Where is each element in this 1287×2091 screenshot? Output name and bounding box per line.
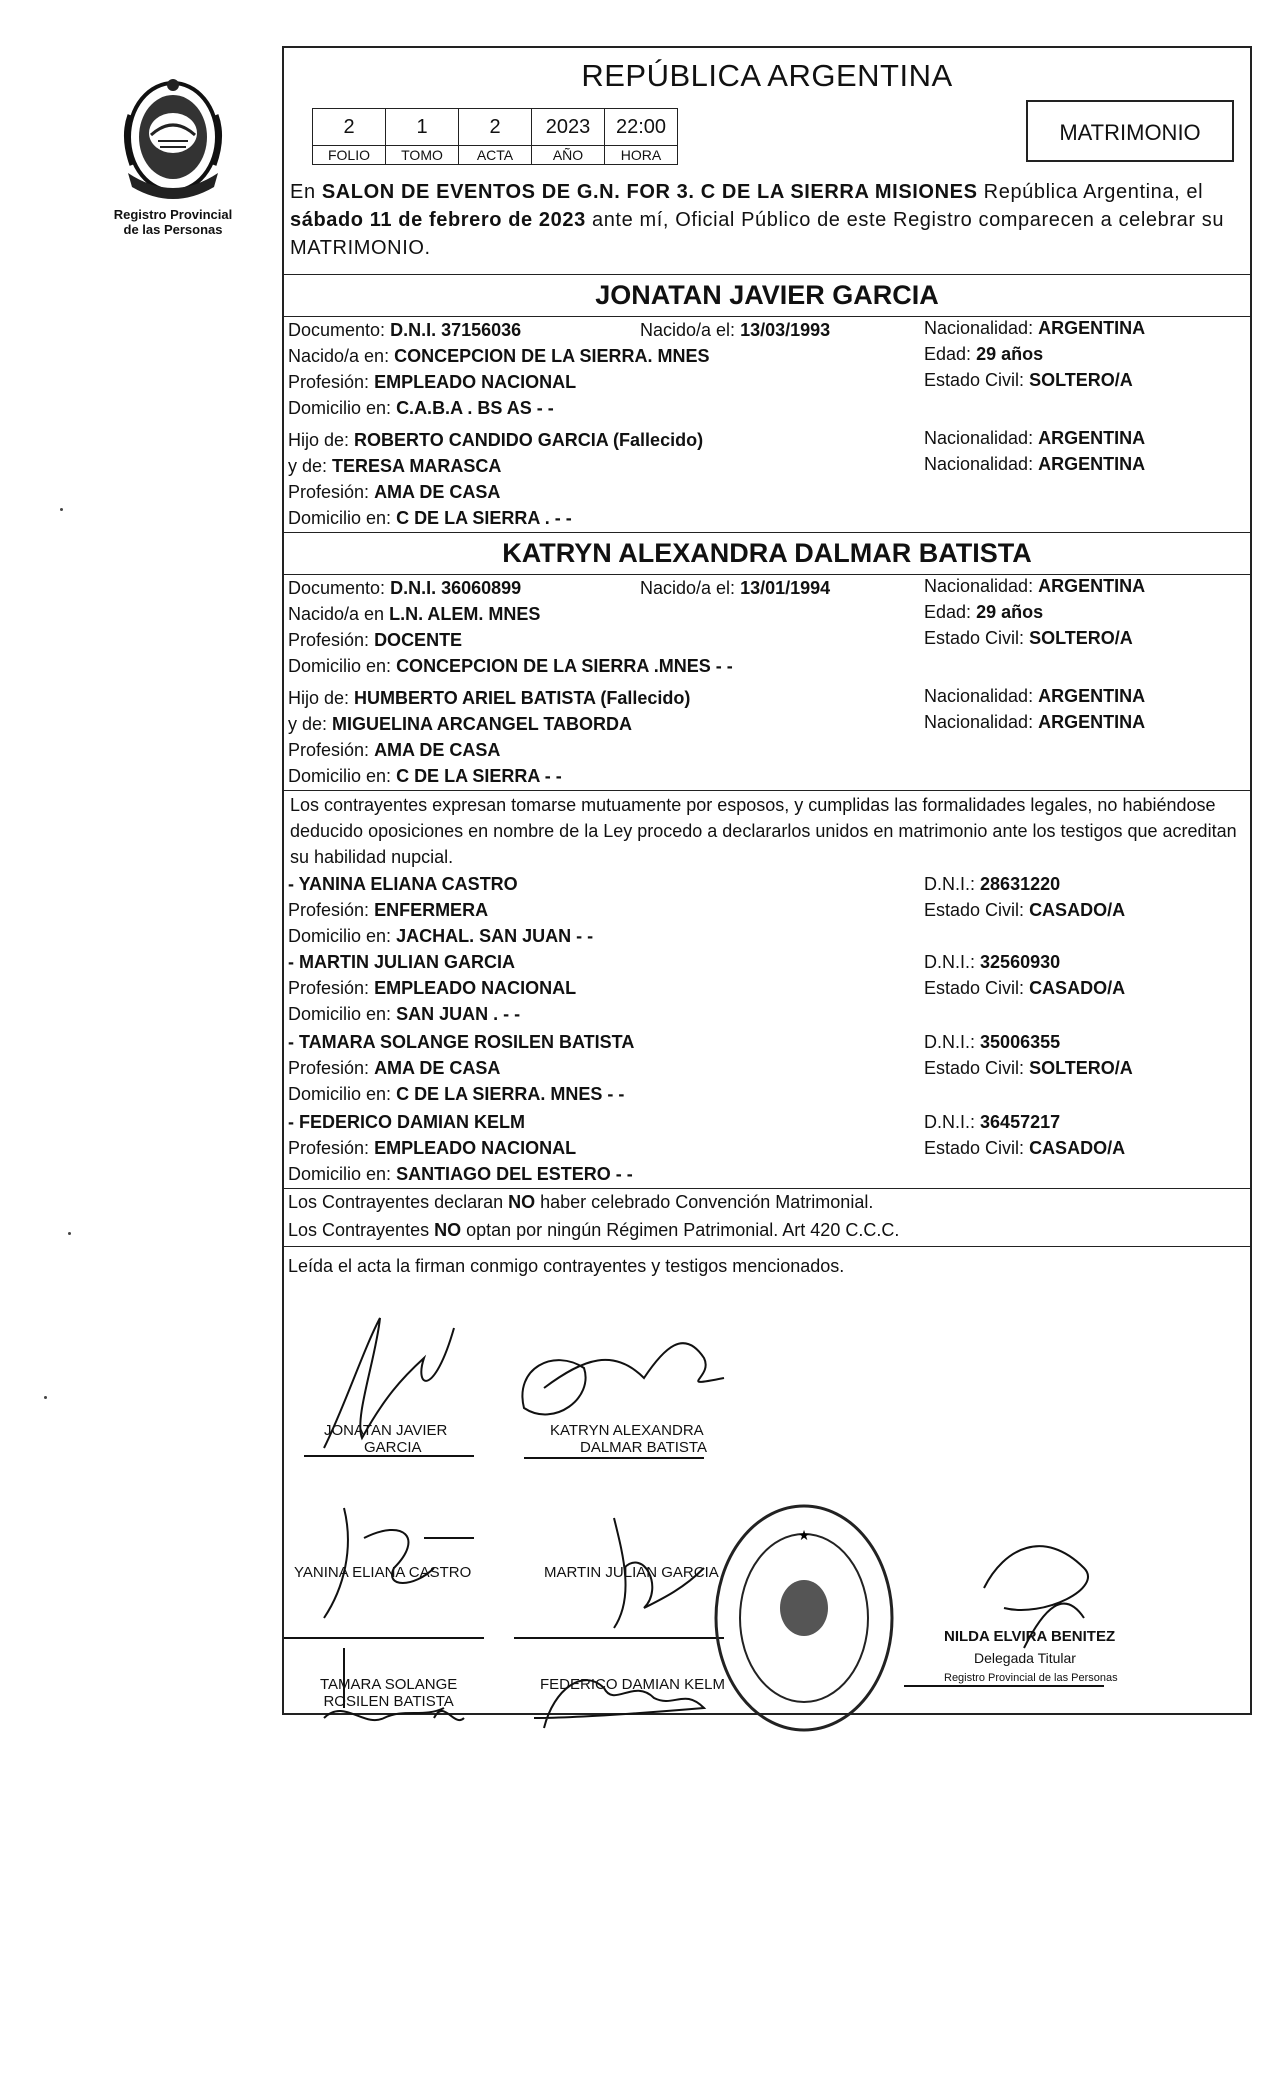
label: Profesión:	[288, 740, 370, 760]
line2: DALMAR BATISTA	[580, 1439, 707, 1456]
spouse1-mother	[288, 456, 501, 477]
acta-label: ACTA	[459, 146, 532, 165]
signatures-area	[284, 1288, 1254, 1708]
value: 13/01/1994	[740, 578, 831, 598]
signature-label-witness4: FEDERICO DAMIAN KELM	[540, 1676, 726, 1693]
spouse2-civil-status	[924, 628, 1133, 649]
label: D.N.I.:	[924, 1032, 976, 1052]
label: Domicilio en:	[288, 1164, 392, 1184]
value: SOLTERO/A	[1029, 1058, 1133, 1078]
label: Domicilio en:	[288, 766, 392, 786]
value: JACHAL. SAN JUAN - -	[396, 926, 594, 946]
line1: KATRYN ALEXANDRA	[550, 1422, 704, 1439]
spouse2-section	[284, 532, 1250, 533]
witness1-civil-status	[924, 900, 1125, 921]
label: Profesión:	[288, 630, 370, 650]
record-type-box: MATRIMONIO	[1026, 100, 1234, 162]
spouse1-name: JONATAN JAVIER GARCIA	[595, 280, 939, 310]
value: EMPLEADO NACIONAL	[374, 372, 577, 392]
value: D.N.I. 36060899	[390, 578, 522, 598]
value: EMPLEADO NACIONAL	[374, 1138, 577, 1158]
label: Estado Civil:	[924, 978, 1025, 998]
label: Nacionalidad:	[924, 454, 1034, 474]
label: Nacionalidad:	[924, 318, 1034, 338]
spouse2-document	[288, 578, 521, 599]
witness3-name	[288, 1032, 634, 1053]
divider	[284, 1246, 1250, 1247]
value: ARGENTINA	[1038, 428, 1146, 448]
spouse1-birthdate	[640, 320, 830, 341]
value: AMA DE CASA	[374, 482, 501, 502]
logo-caption-line2: de las Personas	[123, 222, 223, 237]
spouse2-father-nationality	[924, 686, 1145, 707]
label: Documento:	[288, 578, 386, 598]
line2: ROSILEN BATISTA	[323, 1693, 454, 1710]
witness1-profession	[288, 900, 488, 921]
label: Hijo de:	[288, 688, 350, 708]
label: Profesión:	[288, 1058, 370, 1078]
convention-statement	[288, 1192, 873, 1213]
value: 28631220	[980, 874, 1061, 894]
acta-value: 2	[459, 109, 532, 146]
value: HUMBERTO ARIEL BATISTA (Fallecido)	[354, 688, 691, 708]
witness4-dni	[924, 1112, 1060, 1133]
spouse1-father-nationality	[924, 428, 1145, 449]
label: y de:	[288, 456, 328, 476]
anio-label: AÑO	[532, 146, 605, 165]
signature-label-witness2: MARTIN JULIAN GARCIA	[544, 1564, 719, 1581]
value: ARGENTINA	[1038, 454, 1146, 474]
value: 35006355	[980, 1032, 1061, 1052]
label: Domicilio en:	[288, 1004, 392, 1024]
scan-dot	[44, 1396, 47, 1399]
witness2-civil-status	[924, 978, 1125, 999]
witness3-address	[288, 1084, 624, 1105]
text: NO	[434, 1220, 462, 1240]
label: Domicilio en:	[288, 926, 392, 946]
value: SAN JUAN . - -	[396, 1004, 521, 1024]
official-title: Delegada Titular	[974, 1650, 1076, 1666]
spouse1-parents-address	[288, 508, 572, 529]
hora-label: HORA	[605, 146, 678, 165]
label: Estado Civil:	[924, 1058, 1025, 1078]
witness4-name	[288, 1112, 525, 1133]
label: Domicilio en:	[288, 1084, 392, 1104]
value: 36457217	[980, 1112, 1061, 1132]
value: 29 años	[976, 344, 1044, 364]
value: SOLTERO/A	[1029, 370, 1133, 390]
label: Profesión:	[288, 1138, 370, 1158]
intro-text-1: En	[290, 181, 322, 203]
witness1-dni	[924, 874, 1060, 895]
label: D.N.I.:	[924, 952, 976, 972]
label: D.N.I.:	[924, 874, 976, 894]
label: Estado Civil:	[924, 1138, 1025, 1158]
label: Nacido/a el:	[640, 320, 736, 340]
label: Hijo de:	[288, 430, 350, 450]
spouse1-section	[284, 274, 1250, 275]
witness4-profession	[288, 1138, 576, 1159]
registration-table	[312, 108, 678, 165]
spouse1-document	[288, 320, 521, 341]
witness3-profession	[288, 1058, 500, 1079]
value: DOCENTE	[374, 630, 463, 650]
spouse2-address	[288, 656, 733, 677]
line2: GARCIA	[364, 1439, 422, 1456]
witness2-profession	[288, 978, 576, 999]
text: haber celebrado Convención Matrimonial.	[535, 1192, 874, 1212]
spouse2-parents-address	[288, 766, 562, 787]
label: Profesión:	[288, 978, 370, 998]
witness1-address	[288, 926, 593, 947]
divider	[284, 790, 1250, 791]
witness3-civil-status	[924, 1058, 1133, 1079]
value: C DE LA SIERRA. MNES - -	[396, 1084, 625, 1104]
intro-text-3: ante mí, Oficial Público de este Registro comparecen a celebrar su MATRIMONIO.	[290, 209, 1225, 259]
spouse2-nationality	[924, 576, 1145, 597]
value: C.A.B.A . BS AS - -	[396, 398, 554, 418]
spouse2-mother	[288, 714, 632, 735]
value: - MARTIN JULIAN GARCIA	[288, 952, 515, 972]
official-seal-icon	[716, 1506, 892, 1730]
value: ARGENTINA	[1038, 686, 1146, 706]
spouse1-mother-profession	[288, 482, 500, 503]
label: Estado Civil:	[924, 900, 1025, 920]
value: - YANINA ELIANA CASTRO	[288, 874, 518, 894]
spouse2-profession	[288, 630, 462, 651]
value: CONCEPCION DE LA SIERRA. MNES	[394, 346, 710, 366]
value: SANTIAGO DEL ESTERO - -	[396, 1164, 633, 1184]
label: Estado Civil:	[924, 370, 1025, 390]
witness2-name	[288, 952, 515, 973]
document-title: REPÚBLICA ARGENTINA	[581, 58, 953, 93]
declaration-paragraph: Los contrayentes expresan tomarse mutuamente por esposos, y cumplidas las formalidades legales, no habiéndose deducido oposiciones en nombre de la Ley procedo a declararlos unidos en matrimonio ante los testigos que acreditan su habilidad nupcial.	[290, 795, 1237, 867]
official-name: NILDA ELVIRA BENITEZ	[944, 1628, 1116, 1645]
value: EMPLEADO NACIONAL	[374, 978, 577, 998]
label: y de:	[288, 714, 328, 734]
spouse1-nationality	[924, 318, 1145, 339]
value: C DE LA SIERRA . - -	[396, 508, 572, 528]
registry-logo	[108, 75, 238, 237]
spouse2-mother-nationality	[924, 712, 1145, 733]
svg-text:★: ★	[797, 1528, 811, 1544]
signature-label-witness1: YANINA ELIANA CASTRO	[294, 1564, 472, 1581]
spouse1-mother-nationality	[924, 454, 1145, 475]
ceremony-place: SALON DE EVENTOS DE G.N. FOR 3. C DE LA SIERRA MISIONES	[321, 181, 978, 203]
folio-value: 2	[313, 109, 386, 146]
label: Profesión:	[288, 900, 370, 920]
value: ARGENTINA	[1038, 576, 1146, 596]
official-organization: Registro Provincial de las Personas	[944, 1672, 1118, 1684]
line1: JONATAN JAVIER	[324, 1422, 448, 1439]
value: ENFERMERA	[374, 900, 489, 920]
ceremony-date: sábado 11 de febrero de 2023	[290, 209, 586, 231]
spouse2-birthplace	[288, 604, 540, 625]
label: Profesión:	[288, 372, 370, 392]
spouse1-address	[288, 398, 554, 419]
text: Los Contrayentes	[288, 1220, 435, 1240]
value: AMA DE CASA	[374, 740, 501, 760]
intro-paragraph	[290, 178, 1245, 262]
value: 29 años	[976, 602, 1044, 622]
value: CASADO/A	[1029, 900, 1126, 920]
value: D.N.I. 37156036	[390, 320, 522, 340]
label: Nacionalidad:	[924, 686, 1034, 706]
regime-statement	[288, 1220, 899, 1241]
value: TERESA MARASCA	[332, 456, 502, 476]
value: SOLTERO/A	[1029, 628, 1133, 648]
label: Nacionalidad:	[924, 576, 1034, 596]
value: - TAMARA SOLANGE ROSILEN BATISTA	[288, 1032, 635, 1052]
label: Documento:	[288, 320, 386, 340]
witness4-address	[288, 1164, 633, 1185]
label: Domicilio en:	[288, 656, 392, 676]
folio-label: FOLIO	[313, 146, 386, 165]
signature-label-spouse2	[550, 1422, 707, 1456]
value: C DE LA SIERRA - -	[396, 766, 562, 786]
label: Estado Civil:	[924, 628, 1025, 648]
spouse1-father	[288, 430, 703, 451]
label: Domicilio en:	[288, 508, 392, 528]
tomo-label: TOMO	[386, 146, 459, 165]
logo-caption-line1: Registro Provincial	[113, 207, 233, 222]
spouse1-profession	[288, 372, 576, 393]
label: Nacido/a en	[288, 604, 385, 624]
divider	[284, 1188, 1250, 1189]
divider	[284, 316, 1250, 317]
text: Los Contrayentes declaran	[288, 1192, 509, 1212]
tomo-value: 1	[386, 109, 459, 146]
spouse2-mother-profession	[288, 740, 500, 761]
witness4-civil-status	[924, 1138, 1125, 1159]
value: ROBERTO CANDIDO GARCIA (Fallecido)	[354, 430, 704, 450]
anio-value: 2023	[532, 109, 605, 146]
provincial-seal-icon	[118, 75, 228, 203]
scan-dot	[68, 1232, 71, 1235]
value: AMA DE CASA	[374, 1058, 501, 1078]
value: 13/03/1993	[740, 320, 831, 340]
spouse2-name: KATRYN ALEXANDRA DALMAR BATISTA	[502, 538, 1032, 568]
label: Edad:	[924, 344, 972, 364]
label: Profesión:	[288, 482, 370, 502]
witness2-address	[288, 1004, 520, 1025]
label: Nacido/a en:	[288, 346, 390, 366]
logo-caption	[108, 207, 238, 237]
handwritten-signatures-icon	[284, 1288, 1254, 1708]
text: optan por ningún Régimen Patrimonial. Art 420 C.C.C.	[461, 1220, 900, 1240]
text: NO	[508, 1192, 536, 1212]
spouse1-civil-status	[924, 370, 1133, 391]
label: Edad:	[924, 602, 972, 622]
intro-text-2: República Argentina, el	[977, 181, 1204, 203]
divider	[284, 574, 1250, 575]
label: Nacionalidad:	[924, 428, 1034, 448]
signature-label-witness3	[320, 1676, 457, 1710]
value: L.N. ALEM. MNES	[389, 604, 541, 624]
value: CASADO/A	[1029, 978, 1126, 998]
value: ARGENTINA	[1038, 318, 1146, 338]
spouse1-age	[924, 344, 1043, 365]
spouse2-age	[924, 602, 1043, 623]
scan-dot	[60, 508, 63, 511]
witness2-dni	[924, 952, 1060, 973]
value: CASADO/A	[1029, 1138, 1126, 1158]
label: Nacido/a el:	[640, 578, 736, 598]
value: - FEDERICO DAMIAN KELM	[288, 1112, 525, 1132]
label: Domicilio en:	[288, 398, 392, 418]
spouse1-birthplace	[288, 346, 709, 367]
signature-label-spouse1	[324, 1422, 447, 1456]
witness3-dni	[924, 1032, 1060, 1053]
reading-statement: Leída el acta la firman conmigo contrayentes y testigos mencionados.	[288, 1256, 845, 1276]
witness1-name	[288, 874, 518, 895]
value: ARGENTINA	[1038, 712, 1146, 732]
value: 32560930	[980, 952, 1061, 972]
value: MIGUELINA ARCANGEL TABORDA	[332, 714, 633, 734]
acta-document	[282, 46, 1252, 1715]
label: D.N.I.:	[924, 1112, 976, 1132]
value: CONCEPCION DE LA SIERRA .MNES - -	[396, 656, 733, 676]
label: Nacionalidad:	[924, 712, 1034, 732]
hora-value: 22:00	[605, 109, 678, 146]
line1: TAMARA SOLANGE	[320, 1676, 458, 1693]
spouse2-father	[288, 688, 690, 709]
spouse2-birthdate	[640, 578, 830, 599]
